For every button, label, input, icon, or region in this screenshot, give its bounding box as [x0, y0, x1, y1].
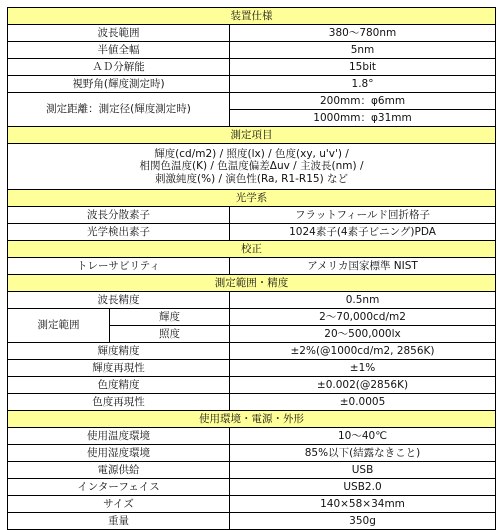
- humidity-value: 85%以下(結露なきこと): [230, 445, 496, 462]
- table-row: [8, 377, 496, 394]
- measurement-distance-value-1: 200mm：φ6mm: [230, 93, 496, 110]
- table-row: [8, 462, 496, 479]
- temperature-label: 使用温度環境: [8, 428, 230, 445]
- section-header-row: [8, 190, 496, 207]
- measurement-items-line-2: 相関色温度(K) / 色温度偏差Δuv / 主波長(nm) /: [139, 160, 364, 173]
- humidity-label: 使用湿度環境: [8, 445, 230, 462]
- section-header-row: [8, 241, 496, 258]
- section-header-row: [8, 8, 496, 25]
- table-row: [8, 144, 496, 190]
- weight-label: 重量: [8, 513, 230, 530]
- weight-value: 350g: [230, 513, 496, 530]
- power-value: USB: [230, 462, 496, 479]
- table-row: [8, 496, 496, 513]
- table-row: [8, 224, 496, 241]
- table-row: [8, 309, 496, 326]
- table-row: [8, 25, 496, 42]
- detector-value: 1024素子(4素子ビニング)PDA: [230, 224, 496, 241]
- wavelength-range-label: 波長範囲: [8, 25, 230, 42]
- interface-value: USB2.0: [230, 479, 496, 496]
- illuminance-range-label: 照度: [110, 326, 230, 343]
- measurement-distance-value-2: 1000mm：φ31mm: [230, 110, 496, 127]
- measurement-items-line-3: 刺激純度(%) / 演色性(Ra, R1-R15) など: [155, 172, 349, 185]
- ad-resolution-value: 15bit: [230, 59, 496, 76]
- section-range-accuracy: 測定範囲・精度: [8, 275, 496, 292]
- section-header-row: [8, 411, 496, 428]
- viewing-angle-label: 視野角(輝度測定時): [8, 76, 230, 93]
- table-row: [8, 428, 496, 445]
- viewing-angle-value: 1.8°: [230, 76, 496, 93]
- luminance-repeatability-label: 輝度再現性: [8, 360, 230, 377]
- half-width-value: 5nm: [230, 42, 496, 59]
- disperser-label: 波長分散素子: [8, 207, 230, 224]
- section-header-row: [8, 127, 496, 144]
- disperser-value: フラットフィールド回折格子: [230, 207, 496, 224]
- measurement-items-cell: [8, 144, 496, 190]
- interface-label: インターフェイス: [8, 479, 230, 496]
- section-device-spec: 装置仕様: [8, 8, 496, 25]
- traceability-label: トレーサビリティ: [8, 258, 230, 275]
- illuminance-range-value: 20〜500,000lx: [230, 326, 496, 343]
- table-row: [8, 258, 496, 275]
- table-row: [8, 207, 496, 224]
- wavelength-accuracy-label: 波長精度: [8, 292, 230, 309]
- wavelength-accuracy-value: 0.5nm: [230, 292, 496, 309]
- measurement-items-line-1: 輝度(cd/m2) / 照度(lx) / 色度(xy, u'v') /: [154, 148, 349, 161]
- spec-table: [7, 7, 496, 530]
- section-environment: 使用環境・電源・外形: [8, 411, 496, 428]
- traceability-value: アメリカ国家標準 NIST: [230, 258, 496, 275]
- measurement-range-label: 測定範囲: [8, 309, 110, 343]
- wavelength-range-value: 380〜780nm: [230, 25, 496, 42]
- section-measurement-items: 測定項目: [8, 127, 496, 144]
- table-row: [8, 59, 496, 76]
- table-row: [8, 93, 496, 110]
- table-row: [8, 292, 496, 309]
- detector-label: 光学検出素子: [8, 224, 230, 241]
- chromaticity-repeatability-label: 色度再現性: [8, 394, 230, 411]
- chromaticity-accuracy-value: ±0.002(@2856K): [230, 377, 496, 394]
- table-row: [8, 479, 496, 496]
- chromaticity-repeatability-value: ±0.0005: [230, 394, 496, 411]
- luminance-range-label: 輝度: [110, 309, 230, 326]
- size-value: 140×58×34mm: [230, 496, 496, 513]
- table-row: [8, 343, 496, 360]
- table-row: [8, 394, 496, 411]
- spec-sheet: [7, 7, 496, 530]
- table-row: [8, 445, 496, 462]
- temperature-value: 10〜40℃: [230, 428, 496, 445]
- table-row: [8, 76, 496, 93]
- table-row: [8, 513, 496, 530]
- ad-resolution-label: ＡＤ分解能: [8, 59, 230, 76]
- table-row: [8, 42, 496, 59]
- table-row: [8, 360, 496, 377]
- luminance-repeatability-value: ±1%: [230, 360, 496, 377]
- luminance-range-value: 2〜70,000cd/m2: [230, 309, 496, 326]
- size-label: サイズ: [8, 496, 230, 513]
- measurement-distance-label: 測定距離：測定径(輝度測定時): [8, 93, 230, 127]
- luminance-accuracy-value: ±2%(@1000cd/m2, 2856K): [230, 343, 496, 360]
- power-label: 電源供給: [8, 462, 230, 479]
- half-width-label: 半値全幅: [8, 42, 230, 59]
- section-header-row: [8, 275, 496, 292]
- section-optics: 光学系: [8, 190, 496, 207]
- luminance-accuracy-label: 輝度精度: [8, 343, 230, 360]
- section-calibration: 校正: [8, 241, 496, 258]
- chromaticity-accuracy-label: 色度精度: [8, 377, 230, 394]
